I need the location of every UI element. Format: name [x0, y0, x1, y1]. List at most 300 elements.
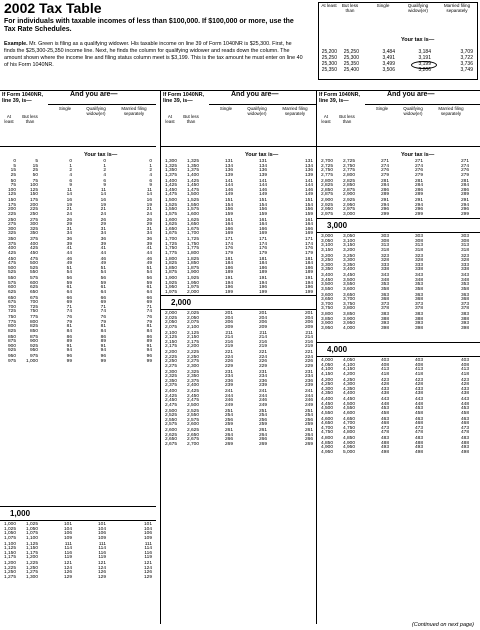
table-cell: 900	[29, 339, 38, 345]
table-cell: 318	[380, 247, 389, 253]
table-cell: 625	[29, 285, 38, 291]
table-cell: 1,725	[186, 237, 199, 242]
table-cell: 3,200	[320, 253, 333, 259]
table-cell: 900	[7, 343, 16, 349]
table-cell: 139	[258, 172, 267, 178]
table-cell: 299	[380, 211, 389, 217]
table-cell: 1,675	[164, 231, 177, 237]
table-cell: 318	[414, 247, 423, 253]
table-cell: 2,525	[186, 408, 199, 414]
table-row	[319, 412, 469, 417]
table-cell: 244	[258, 393, 267, 399]
table-cell: 106	[63, 531, 72, 537]
table-cell: 131	[304, 159, 313, 164]
table-cell: 5	[13, 163, 16, 169]
table-cell: 286	[414, 187, 423, 193]
table-cell: 100	[29, 183, 38, 189]
table-cell: 3,100	[342, 238, 355, 244]
table-cell: 266	[224, 437, 233, 443]
table-cell: 84	[100, 328, 106, 334]
table-cell: 119	[144, 555, 152, 561]
table-cell: 328	[414, 258, 423, 264]
section-rule	[161, 295, 317, 296]
table-cell: 61	[146, 285, 152, 291]
table-cell: 51	[146, 265, 152, 271]
example-cell: 3,199	[418, 61, 431, 67]
table-cell: 348	[414, 277, 423, 283]
table-cell: 131	[224, 159, 233, 164]
table-cell: 2,625	[186, 428, 199, 433]
table-cell: 4,850	[342, 436, 355, 441]
table-cell: 725	[29, 304, 38, 310]
column-rule	[317, 146, 480, 147]
table-cell: 625	[7, 289, 16, 295]
table-cell: 226	[304, 359, 313, 365]
table-cell: 2,775	[320, 172, 333, 178]
table-cell: 234	[224, 374, 233, 380]
table-cell: 276	[414, 168, 423, 174]
table-cell: 161	[258, 217, 267, 223]
table-cell: 473	[414, 425, 423, 431]
table-cell: 468	[460, 421, 469, 427]
table-cell: 76	[100, 315, 106, 320]
table-cell: 175	[29, 198, 38, 203]
table-cell: 448	[380, 401, 389, 407]
if-form-header: If Form 1040NR, line 39, is—	[163, 92, 205, 104]
table-cell: 1,850	[164, 265, 177, 271]
table-cell: 338	[414, 267, 423, 273]
example-header-qw: Qualifying widow(er)	[407, 3, 429, 14]
at-least-header: At least	[321, 114, 331, 124]
table-cell: 398	[460, 325, 469, 331]
table-cell: 56	[66, 276, 72, 281]
table-cell: 19	[66, 202, 72, 208]
table-cell: 2,725	[320, 163, 333, 169]
table-cell: 0	[13, 159, 16, 164]
table-cell: 225	[29, 207, 38, 213]
table-cell: 1,125	[3, 546, 16, 552]
table-cell: 2,775	[342, 168, 355, 174]
table-cell: 166	[304, 226, 313, 232]
table-cell: 94	[100, 348, 106, 354]
highlight-circle-icon	[411, 61, 437, 69]
table-cell: 2,475	[164, 402, 177, 408]
table-row	[319, 249, 469, 254]
table-cell: 375	[7, 241, 16, 247]
table-cell: 146	[224, 187, 233, 193]
table-cell: 1,775	[164, 250, 177, 256]
table-cell: 4,050	[320, 362, 333, 368]
table-cell: 313	[414, 243, 423, 249]
table-cell: 86	[146, 334, 152, 340]
table-cell: 675	[7, 300, 16, 306]
table-cell: 4,100	[320, 367, 333, 373]
table-cell: 149	[258, 192, 267, 198]
table-cell: 116	[144, 550, 152, 556]
table-cell: 1,100	[25, 535, 38, 541]
table-cell: 4,750	[320, 430, 333, 436]
table-cell: 264	[304, 432, 313, 438]
table-cell: 3,650	[342, 292, 355, 298]
table-cell: 271	[460, 159, 469, 164]
row-group	[163, 371, 313, 389]
table-cell: 219	[258, 344, 267, 350]
table-cell: 25	[32, 168, 38, 174]
table-cell: 211	[259, 330, 267, 336]
table-cell: 296	[380, 207, 389, 213]
table-cell: 161	[304, 217, 313, 223]
table-cell: 3,300	[320, 262, 333, 268]
table-cell: 75	[10, 183, 16, 189]
table-cell: 3,450	[342, 273, 355, 278]
table-cell: 151	[258, 198, 267, 203]
table-column	[316, 90, 480, 624]
table-cell: 79	[100, 319, 106, 325]
table-cell: 423	[460, 377, 469, 383]
table-cell: 206	[224, 320, 233, 326]
table-cell: 74	[66, 309, 72, 315]
row-group	[163, 160, 313, 178]
table-cell: 1,500	[164, 198, 177, 203]
table-cell: 500	[7, 265, 16, 271]
table-cell: 300	[29, 222, 38, 228]
table-cell: 475	[29, 256, 38, 262]
table-cell: 49	[66, 261, 72, 267]
table-cell: 271	[380, 159, 389, 164]
table-cell: 89	[100, 339, 106, 345]
table-cell: 209	[304, 324, 313, 330]
table-cell: 3,750	[320, 306, 333, 312]
table-cell: 1,275	[25, 570, 38, 576]
table-cell: 2,950	[320, 207, 333, 213]
table-cell: 2,950	[342, 202, 355, 208]
row-group	[2, 160, 152, 178]
table-cell: 313	[380, 243, 389, 249]
table-cell: 166	[258, 226, 267, 232]
table-cell: 29	[146, 222, 152, 228]
table-cell: 99	[66, 358, 72, 364]
table-cell: 333	[380, 262, 389, 268]
table-cell: 450	[29, 250, 38, 256]
table-cell: 181	[258, 256, 267, 262]
table-cell: 1,900	[186, 270, 199, 276]
table-cell: 224	[304, 354, 313, 360]
table-cell: 139	[224, 172, 233, 178]
table-row	[163, 423, 313, 428]
table-cell: 353	[460, 282, 469, 288]
example-cell: 3,206	[418, 67, 431, 73]
example-your-tax-is: Your tax is—	[401, 37, 435, 43]
table-cell: 2,175	[186, 339, 199, 345]
table-cell: 209	[224, 324, 233, 330]
table-cell: 251	[304, 408, 313, 414]
table-cell: 3,300	[342, 258, 355, 264]
table-cell: 388	[414, 316, 423, 322]
table-cell: 4,800	[320, 436, 333, 441]
row-group	[2, 277, 152, 295]
table-cell: 1,400	[164, 178, 177, 184]
table-cell: 3,150	[342, 243, 355, 249]
table-cell: 393	[380, 321, 389, 327]
table-cell: 291	[414, 198, 423, 203]
table-cell: 281	[380, 178, 389, 184]
table-cell: 219	[224, 344, 233, 350]
table-cell: 448	[460, 401, 469, 407]
table-cell: 2,650	[186, 432, 199, 438]
table-cell: 261	[224, 428, 233, 433]
table-cell: 1,050	[3, 531, 16, 537]
table-cell: 4,000	[320, 358, 333, 363]
table-cell: 64	[146, 289, 152, 295]
table-cell: 25	[10, 172, 16, 178]
at-least-header: At least	[165, 114, 175, 124]
example-cell: 25,300	[321, 61, 337, 67]
table-cell: 348	[380, 277, 389, 283]
table-cell: 428	[414, 382, 423, 388]
table-cell: 81	[66, 324, 72, 330]
if-form-header: If Form 1040NR, line 39, is—	[319, 92, 361, 104]
table-cell: 254	[224, 413, 233, 419]
table-cell: 850	[7, 334, 16, 340]
table-cell: 24	[100, 211, 106, 217]
table-cell: 1,075	[3, 535, 16, 541]
table-cell: 493	[460, 445, 469, 451]
table-cell: 4,700	[342, 421, 355, 427]
table-row	[2, 349, 152, 354]
table-cell: 333	[460, 262, 469, 268]
table-cell: 31	[146, 226, 152, 232]
table-cell: 463	[414, 416, 423, 422]
table-row	[163, 193, 313, 198]
table-cell: 975	[29, 354, 38, 359]
table-cell: 126	[143, 570, 152, 576]
example-cell: 3,491	[382, 55, 395, 61]
table-cell: 229	[224, 363, 233, 369]
table-cell: 286	[460, 187, 469, 193]
table-cell: 498	[380, 449, 389, 455]
table-cell: 164	[258, 222, 267, 228]
table-cell: 343	[460, 273, 469, 278]
table-cell: 398	[414, 325, 423, 331]
table-cell: 4,150	[320, 371, 333, 377]
table-cell: 2,050	[164, 320, 177, 326]
table-cell: 373	[460, 301, 469, 307]
table-cell: 4,950	[320, 449, 333, 455]
table-cell: 134	[304, 163, 313, 169]
row-group	[163, 429, 313, 447]
example-header-mfs: Married filing separately	[443, 3, 471, 14]
table-cell: 150	[7, 198, 16, 203]
table-cell: 34	[66, 231, 72, 237]
row-group	[163, 199, 313, 217]
table-cell: 303	[460, 234, 469, 239]
table-cell: 2,025	[186, 311, 199, 316]
table-cell: 448	[414, 401, 423, 407]
table-cell: 154	[304, 202, 313, 208]
table-cell: 450	[7, 256, 16, 262]
table-cell: 925	[29, 343, 38, 349]
table-cell: 206	[258, 320, 267, 326]
table-cell: 398	[380, 325, 389, 331]
table-cell: 3,700	[320, 301, 333, 307]
table-cell: 4,800	[342, 430, 355, 436]
table-cell: 66	[146, 295, 152, 301]
table-cell: 21	[66, 207, 72, 213]
table-cell: 56	[100, 276, 106, 281]
table-cell: 139	[304, 172, 313, 178]
table-cell: 3,900	[320, 321, 333, 327]
table-cell: 2,725	[342, 159, 355, 164]
table-cell: 358	[380, 286, 389, 292]
table-cell: 154	[224, 202, 233, 208]
table-cell: 16	[146, 198, 152, 203]
table-cell: 36	[146, 237, 152, 242]
row-group	[2, 297, 152, 315]
table-cell: 49	[146, 261, 152, 267]
table-cell: 141	[224, 178, 233, 184]
table-cell: 493	[414, 445, 423, 451]
table-cell: 1,300	[164, 159, 177, 164]
table-cell: 256	[304, 417, 313, 423]
table-cell: 176	[258, 246, 267, 252]
table-cell: 121	[63, 561, 72, 566]
example-cell: 25,400	[343, 67, 359, 73]
table-cell: 221	[304, 350, 313, 355]
table-cell: 124	[63, 565, 72, 571]
table-cell: 84	[146, 328, 152, 334]
table-cell: 179	[304, 250, 313, 256]
table-cell: 350	[29, 231, 38, 237]
table-cell: 284	[414, 183, 423, 189]
row-group	[319, 359, 469, 377]
table-cell: 1,900	[164, 276, 177, 281]
table-cell: 875	[7, 339, 16, 345]
column-rule	[0, 146, 156, 147]
table-cell: 1,875	[164, 270, 177, 276]
page-title: 2002 Tax Table	[4, 0, 102, 16]
row-group	[319, 180, 469, 198]
table-cell: 36	[100, 237, 106, 242]
table-cell: 498	[414, 449, 423, 455]
table-cell: 21	[100, 207, 106, 213]
table-cell: 254	[258, 413, 267, 419]
table-cell: 475	[7, 261, 16, 267]
table-cell: 0	[149, 159, 152, 164]
table-cell: 408	[414, 362, 423, 368]
table-cell: 126	[63, 570, 72, 576]
table-cell: 214	[224, 335, 233, 341]
table-cell: 251	[258, 408, 267, 414]
example-cell: 3,709	[460, 49, 473, 55]
table-cell: 296	[460, 207, 469, 213]
row-group	[163, 180, 313, 198]
table-cell: 199	[224, 289, 233, 295]
table-cell: 234	[304, 374, 313, 380]
table-cell: 189	[258, 270, 267, 276]
table-cell: 325	[29, 226, 38, 232]
table-cell: 121	[143, 561, 152, 566]
table-cell: 1,750	[164, 246, 177, 252]
example-text: Mr. Green is filing as a qualifying widower. His taxable income on line 39 of Form 1040NR is $25,300. First, he finds the $25,300-25,350 income line. Next, he finds the column for qualifying widower and reads down the column. The amount shown where the income line and filing status column meet is $3,199. This is the tax amount he must enter on line 40 of his Form 1040NR.	[4, 41, 303, 68]
table-cell: 463	[460, 416, 469, 422]
table-cell: 413	[460, 367, 469, 373]
single-header: Single	[219, 106, 233, 111]
table-cell: 64	[100, 289, 106, 295]
table-cell: 129	[63, 574, 72, 580]
table-cell: 16	[66, 198, 72, 203]
table-cell: 950	[7, 354, 16, 359]
table-cell: 4,200	[320, 377, 333, 383]
table-cell: 261	[258, 428, 267, 433]
table-cell: 1,425	[164, 183, 177, 189]
at-least-header: At least	[4, 114, 14, 124]
table-row	[2, 193, 152, 198]
table-cell: 493	[380, 445, 389, 451]
table-cell: 221	[224, 350, 233, 355]
table-cell: 296	[414, 207, 423, 213]
table-cell: 54	[146, 270, 152, 276]
table-cell: 2,100	[186, 324, 199, 330]
table-cell: 49	[100, 261, 106, 267]
row-group	[2, 543, 152, 561]
table-cell: 266	[258, 437, 267, 443]
your-tax-is-label: Your tax is—	[245, 152, 279, 158]
table-cell: 244	[224, 393, 233, 399]
table-cell: 275	[29, 217, 38, 223]
table-cell: 488	[380, 440, 389, 446]
table-cell: 216	[258, 339, 267, 345]
table-cell: 433	[460, 386, 469, 392]
table-cell: 308	[380, 238, 389, 244]
table-cell: 3,250	[320, 258, 333, 264]
table-column	[0, 90, 156, 624]
table-cell: 3,600	[342, 286, 355, 292]
table-row	[2, 213, 152, 218]
table-cell: 433	[414, 386, 423, 392]
table-cell: 3,800	[320, 312, 333, 317]
table-cell: 350	[7, 237, 16, 242]
table-cell: 274	[414, 163, 423, 169]
table-cell: 1,775	[186, 246, 199, 252]
table-cell: 4,350	[342, 386, 355, 392]
table-cell: 50	[32, 172, 38, 178]
table-row	[319, 392, 469, 397]
table-cell: 308	[414, 238, 423, 244]
table-cell: 1,475	[164, 192, 177, 198]
table-cell: 199	[304, 289, 313, 295]
table-cell: 211	[225, 330, 233, 336]
row-group	[163, 332, 313, 350]
table-cell: 700	[29, 300, 38, 306]
table-cell: 1,150	[3, 550, 16, 556]
table-cell: 1,600	[186, 211, 199, 217]
table-cell: 106	[143, 531, 152, 537]
table-cell: 1,000	[3, 522, 16, 527]
table-cell: 156	[224, 207, 233, 213]
row-group	[319, 199, 469, 217]
table-cell: 246	[258, 398, 267, 404]
table-cell: 3,700	[342, 297, 355, 303]
table-cell: 291	[460, 198, 469, 203]
table-cell: 468	[380, 421, 389, 427]
row-group	[163, 238, 313, 256]
table-cell: 275	[7, 222, 16, 228]
table-cell: 750	[29, 309, 38, 315]
table-cell: 204	[258, 315, 267, 321]
table-cell: 1,325	[164, 163, 177, 169]
table-cell: 1,875	[186, 265, 199, 271]
table-cell: 1,175	[3, 555, 16, 561]
